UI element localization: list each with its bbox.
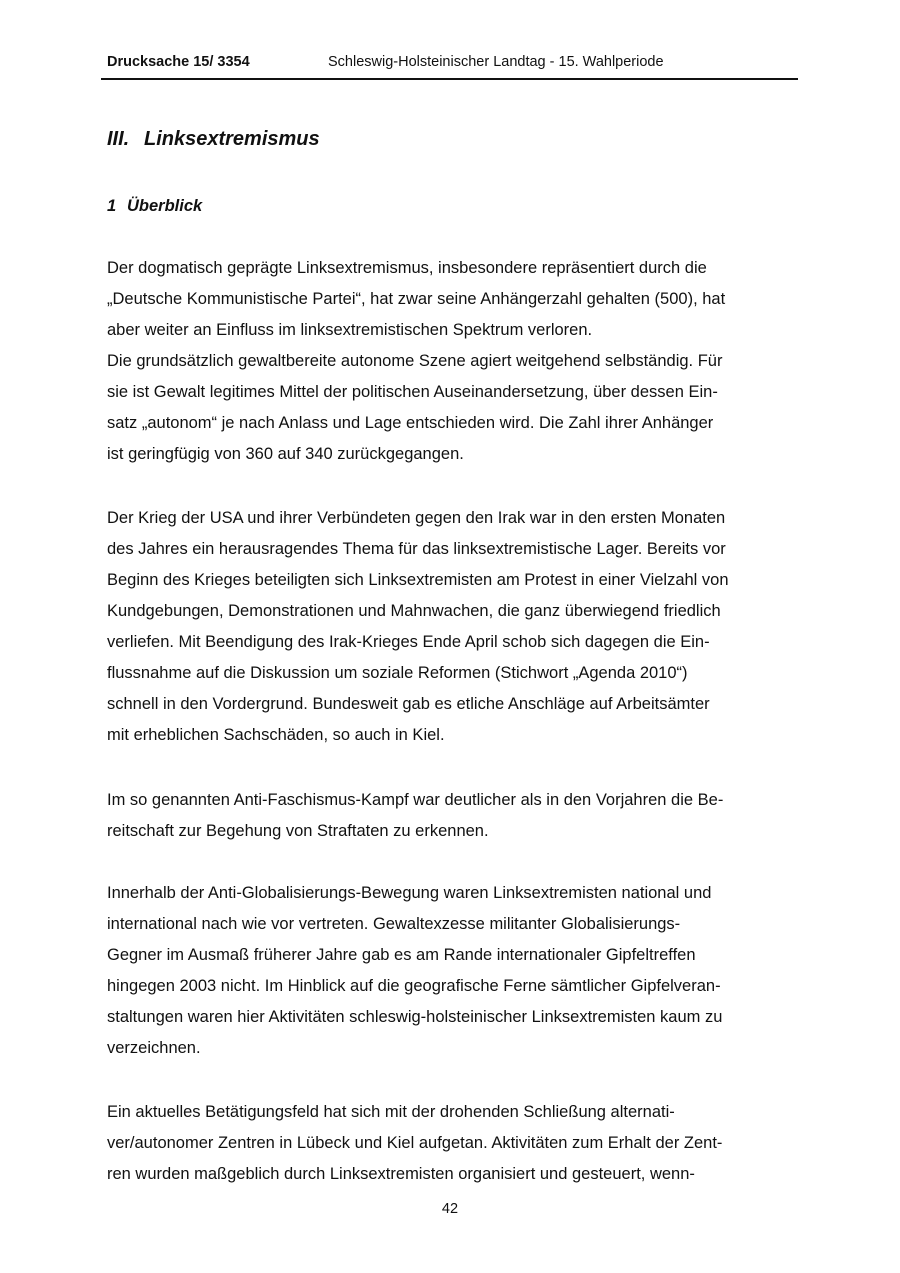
paragraph-2 xyxy=(107,503,807,751)
page-header xyxy=(101,52,798,80)
text-line: Im so genannten Anti-Faschismus-Kampf war deutlicher als in den Vorjahren die Be- xyxy=(107,791,724,809)
text-line: aber weiter an Einfluss im linksextremistischen Spektrum verloren. xyxy=(107,321,593,339)
text-line: ren wurden maßgeblich durch Linksextremisten organisiert und gesteuert, wenn- xyxy=(107,1165,695,1183)
text-line: des Jahres ein herausragendes Thema für das linksextremistische Lager. Bereits vor xyxy=(107,540,726,558)
text-line: Gegner im Ausmaß früherer Jahre gab es am Rande internationaler Gipfeltreffen xyxy=(107,946,696,964)
chapter-number: III. xyxy=(107,128,130,150)
chapter-heading xyxy=(107,125,320,153)
text-line: international nach wie vor vertreten. Gewaltexzesse militanter Globalisierungs- xyxy=(107,915,681,933)
text-line: hingegen 2003 nicht. Im Hinblick auf die geografische Ferne sämtlicher Gipfelveran- xyxy=(107,977,721,995)
text-line: Der dogmatisch geprägte Linksextremismus, insbesondere repräsentiert durch die xyxy=(107,259,707,277)
text-line: Innerhalb der Anti-Globalisierungs-Bewegung waren Linksextremisten national und xyxy=(107,884,712,902)
paragraph-1 xyxy=(107,253,807,470)
text-line: staltungen waren hier Aktivitäten schleswig-holsteinischer Linksextremisten kaum zu xyxy=(107,1008,723,1026)
document-number: Drucksache 15/ 3354 xyxy=(107,54,250,70)
text-line: Beginn des Krieges beteiligten sich Linksextremisten am Protest in einer Vielzahl von xyxy=(107,571,729,589)
text-line: ver/autonomer Zentren in Lübeck und Kiel aufgetan. Aktivitäten zum Erhalt der Zent- xyxy=(107,1134,723,1152)
chapter-title: Linksextremismus xyxy=(144,128,320,150)
text-line: flussnahme auf die Diskussion um soziale Reformen (Stichwort „Agenda 2010“) xyxy=(107,664,688,682)
text-line: sie ist Gewalt legitimes Mittel der politischen Auseinandersetzung, über dessen Ein- xyxy=(107,383,718,401)
section-number: 1 xyxy=(107,197,117,215)
text-line: verliefen. Mit Beendigung des Irak-Krieges Ende April schob sich dagegen die Ein- xyxy=(107,633,710,651)
text-line: schnell in den Vordergrund. Bundesweit gab es etliche Anschläge auf Arbeitsämter xyxy=(107,695,710,713)
paragraph-5 xyxy=(107,1097,807,1190)
paragraph-4 xyxy=(107,878,807,1064)
text-line: mit erheblichen Sachschäden, so auch in Kiel. xyxy=(107,726,445,744)
text-line: verzeichnen. xyxy=(107,1039,201,1057)
text-line: reitschaft zur Begehung von Straftaten zu erkennen. xyxy=(107,822,489,840)
text-line: satz „autonom“ je nach Anlass und Lage entschieden wird. Die Zahl ihrer Anhänger xyxy=(107,414,714,432)
text-line: Ein aktuelles Betätigungsfeld hat sich mit der drohenden Schließung alternati- xyxy=(107,1103,675,1121)
document-source: Schleswig-Holsteinischer Landtag - 15. Wahlperiode xyxy=(328,54,664,70)
text-line: ist geringfügig von 360 auf 340 zurückgegangen. xyxy=(107,445,464,463)
text-line: „Deutsche Kommunistische Partei“, hat zwar seine Anhängerzahl gehalten (500), hat xyxy=(107,290,726,308)
paragraph-3 xyxy=(107,785,807,847)
text-line: Kundgebungen, Demonstrationen und Mahnwachen, die ganz überwiegend friedlich xyxy=(107,602,721,620)
section-title: Überblick xyxy=(127,197,203,215)
section-heading xyxy=(107,195,202,217)
text-line: Die grundsätzlich gewaltbereite autonome Szene agiert weitgehend selbständig. Für xyxy=(107,352,723,370)
text-line: Der Krieg der USA und ihrer Verbündeten gegen den Irak war in den ersten Monaten xyxy=(107,509,726,527)
page-number: 42 xyxy=(441,1201,459,1217)
